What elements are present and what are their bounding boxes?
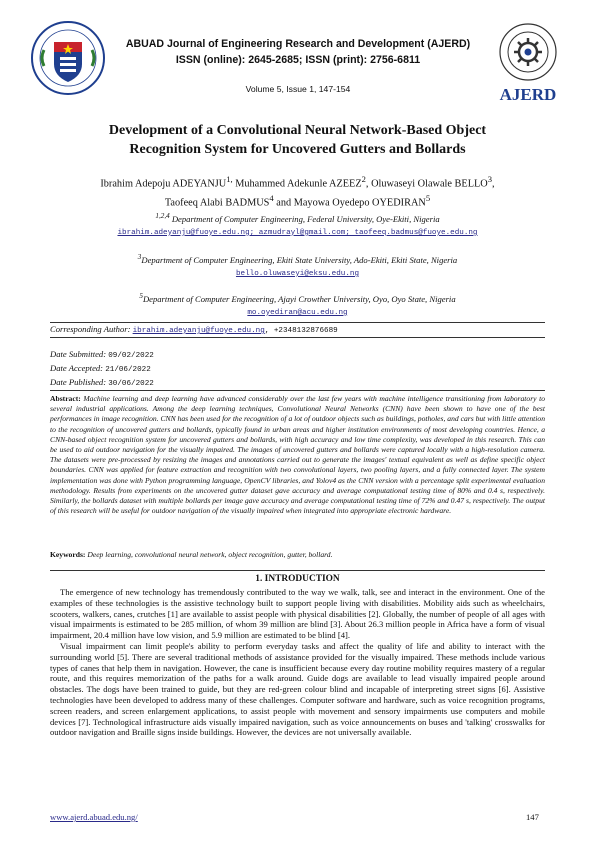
title-line-1: Development of a Convolutional Neural Network-Based Object <box>108 123 487 138</box>
author-3: , Oluwaseyi Olawale BELLO <box>365 178 488 190</box>
affiliation-3-sup: 5 <box>139 292 143 300</box>
corresponding-label: Corresponding Author: <box>50 324 133 334</box>
abstract-text: Machine learning and deep learning have advanced considerably over the last few years with machine intelligence transitioning from laboratory to several industrial applications. Among the deep learning techniques, Convolutional Neural Networks (CNN) have been shown to have one of the best performances in image recognition. CNN has been used for the recognition of a lot of outdoor objects such as buildings, potholes, and cars but with little attention to the recognition of uncovered gutters and bollards, typically found in urban areas and higher institution environments of most developing countries. Hence, a CNN-based object recognition system for uncovered gutters and bollards, with high accuracy and low time complexity, was developed in this research. This can be used to aid outdoor navigation for the visually impaired. The images of uncovered gutters and bollards were captured locally with a high-resolution camera. The datasets were pre-processed by resizing the images and annotations carried out to generate the images' textual equivalent as well as define specific object boundaries. CNN was applied for feature extraction and recognition with two convolutional layers, two pooling layers, and a fully connected layer. The system implementation was done with Python programming language, OpenCV libraries, and Yolov4 as the CNN version with a percentage split experimental evaluation methodology. Results from experiments on the uncovered gutter dataset gave accuracy and average computational testing time of 80% and 0.4 s, respectively. Similarly, the bollards dataset with multiple bollards per image gave accuracy and average computational testing time of 72% and 0.47 s, respectively. The output of this research will be useful for outdoor navigation of the visually impaired when integrated into appropriate electronic hardware. <box>50 394 545 516</box>
affiliation-1 <box>30 210 565 239</box>
keywords <box>50 550 545 559</box>
keywords-text: Deep learning, convolutional neural network, object recognition, gutter, bollard. <box>85 550 333 559</box>
affiliation-2-sup: 3 <box>137 253 142 261</box>
submitted-label: Date Submitted: <box>50 349 109 359</box>
introduction-body <box>50 587 545 738</box>
submitted-date: 09/02/2022 <box>108 352 154 360</box>
corresponding-phone: , +2348132876689 <box>264 327 338 335</box>
ajerd-logo <box>490 20 566 106</box>
journal-header <box>106 36 490 68</box>
paragraph-2: Visual impairment can limit people's ability to perform everyday tasks and affect the quality of life and ability to interact with the surrounding world [5]. There are several traditional methods of assistance provided for the visually impaired. These methods include various types of canes that help them in navigation. However, the cane is insufficient because every day routine mobility requires mastery of a regular route, and this requires memorization of the paths for a walk around. Guide dogs are available to lead visually impaired people around obstacles. The dogs have been trained to guide, but they are red-green colour blind and incapable of interpreting street signs [6]. Assistive technologies have been developed to address many of these challenges. Computer software and hardware, such as voice recognition programs, screen readers, and screen enlargement applications, to assist people with movement and sensory impairments use computers and mobile devices [7]. Technological infrastructure aids visually impaired navigation, such as voice announcements on buses and 'talking' crosswalks for outdoor navigation and Braille signs inside buildings. However, the devices are not universally available. <box>50 640 545 738</box>
author-5-sup: 5 <box>425 193 431 204</box>
journal-volume: Volume 5, Issue 1, 147-154 <box>245 84 351 94</box>
author-1-sup: 1, <box>226 174 233 184</box>
divider-corr <box>50 337 545 338</box>
ajerd-logo-text: AJERD <box>499 85 557 104</box>
journal-issn: ISSN (online): 2645-2685; ISSN (print): 2756-6811 <box>175 54 421 66</box>
corresponding-author <box>50 323 338 337</box>
affiliation-2-emails[interactable]: bello.oluwaseyi@eksu.edu.ng <box>235 269 360 278</box>
paragraph-1: The emergence of new technology has tremendously contributed to the way we walk, talk, see and interact in the environment. One of the examples of these technologies is the assistive technology built to support people living with disabilities. Mobility aids such as wheelchairs, scooters, walkers, canes, crutches [1] are available to assist people with physical disabilities [2]. Globally, the number of people of all ages with visual impairments is estimated to be 285 million, of whom 39 million are blind [3]. About 26.3 million people in Africa have a form of visual impairment, 20.4 million have low vision, and 5.9 million are estimated to be blind [4]. <box>50 587 545 641</box>
divider-dates <box>50 390 545 391</box>
author-sep: , <box>492 178 495 190</box>
affiliation-2 <box>30 251 565 280</box>
paper-title <box>60 121 535 159</box>
affiliation-3-emails[interactable]: mo.oyediran@acu.edu.ng <box>247 308 348 317</box>
title-line-2: Recognition System for Uncovered Gutters and Bollards <box>129 142 466 157</box>
abstract <box>50 394 545 516</box>
author-3-sup: 3 <box>487 174 493 184</box>
author-2-sup: 2 <box>361 174 366 184</box>
submission-dates <box>50 348 154 390</box>
corresponding-email[interactable]: ibrahim.adeyanju@fuoye.edu.ng <box>132 327 265 335</box>
journal-name: ABUAD Journal of Engineering Research and Development (AJERD) <box>125 38 471 50</box>
published-label: Date Published: <box>50 377 109 387</box>
keywords-label: Keywords: <box>50 550 86 559</box>
affiliation-3 <box>30 290 565 319</box>
affiliation-1-text: Department of Computer Engineering, Federal University, Oye-Ekiti, Nigeria <box>169 213 440 224</box>
university-crest-logo <box>30 20 106 96</box>
accepted-date: 21/06/2022 <box>105 366 151 374</box>
author-4-sup: 4 <box>269 193 274 204</box>
footer-link[interactable]: www.ajerd.abuad.edu.ng/ <box>50 812 138 822</box>
affiliation-2-text: Department of Computer Engineering, Ekiti State University, Ado-Ekiti, Ekiti State, Nigeria <box>141 254 458 265</box>
affiliation-3-text: Department of Computer Engineering, Ajayi Crowther University, Oyo, Oyo State, Nigeria <box>142 293 456 304</box>
author-2: Muhammed Adekunle AZEEZ <box>232 178 362 190</box>
abstract-label: Abstract: <box>50 394 81 403</box>
affiliation-1-emails[interactable]: ibrahim.adeyanju@fuoye.edu.ng; azmudrayl@gmail.com; taofeeq.badmus@fuoye.edu.ng <box>117 228 478 237</box>
author-5: and Mayowa Oyedepo OYEDIRAN <box>273 197 426 209</box>
divider-keywords <box>50 570 545 571</box>
published-date: 30/06/2022 <box>108 380 154 388</box>
author-list <box>40 172 555 211</box>
affiliation-1-sup: 1,2,4 <box>155 212 170 220</box>
section-heading: 1. INTRODUCTION <box>255 574 340 584</box>
accepted-label: Date Accepted: <box>50 363 106 373</box>
author-4: Taofeeq Alabi BADMUS <box>164 197 270 209</box>
page-number: 147 <box>526 812 539 822</box>
author-1: Ibrahim Adepoju ADEYANJU <box>100 178 227 190</box>
